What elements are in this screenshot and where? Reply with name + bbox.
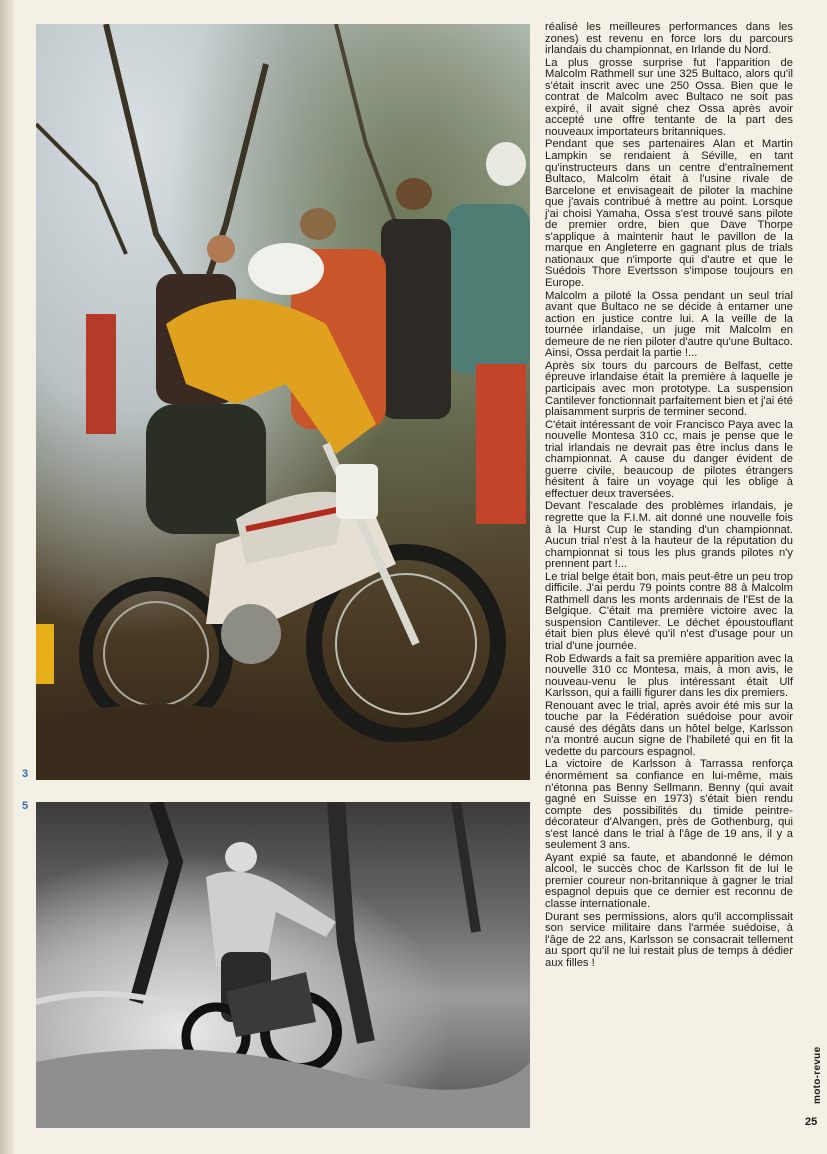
article-paragraph: Renouant avec le trial, après avoir été mis sur la touche par la Fédération suédoise pour avoir causé des dégâts dans un hôtel belge, Karlsson n'a montré aucun signe de l'habileté qui en fit la vedette du parcours espagnol.	[545, 699, 793, 758]
article-paragraph: Pendant que ses partenaires Alan et Martin Lampkin se rendaient à Séville, en tant qu'instructeurs dans un centre d'entraînement Bultaco, Malcolm était à l'usine rivale de Barcelone et envisageait de piloter la machine que j'avais contribué à mettre au point. Lorsque j'ai choisi Yamaha, Ossa s'est trouvé sans pilote de premier ordre, bien que Dave Thorpe s'applique à maintenir haut le pavillon de la marque en Angleterre en gagnant plus de trials nationaux que n'importe qui d'autre et que le Suédois Thore Evertsson s'impose toujours en Europe.	[545, 138, 793, 290]
article-paragraph: Rob Edwards a fait sa première apparition avec la nouvelle 310 cc Montesa, mais, à mon avis, le nouveau-venu le plus intéressant était Ulf Karlsson, qui a failli figurer dans les dix premiers.	[545, 652, 793, 700]
article-paragraph: Après six tours du parcours de Belfast, cette épreuve irlandaise était la première à laquelle je participais avec mon prototype. La suspension Cantilever fonctionnait parfaitement bien et j'ai été plaisamment surpris de terminer second.	[545, 359, 793, 419]
photo-caption-number-bottom: 5	[22, 800, 29, 812]
page-number: 25	[805, 1116, 818, 1128]
trial-rider-bw-photo	[36, 802, 530, 1128]
photo-illustration	[36, 24, 530, 780]
article-paragraph: Le trial belge était bon, mais peut-être un peu trop difficile. J'ai perdu 79 points contre 88 à Malcolm Rathmell dans les monts ardennais de l'Est de la Belgique. C'était ma première victoire avec la suspension Cantilever. Le déchet époustouflant était bien plus élevé qu'il n'est d'usage pour un trial d'une journée.	[545, 570, 793, 652]
article-paragraph: Durant ses permissions, alors qu'il accomplissait son service militaire dans l'armée suédoise, à l'âge de 22 ans, Karlsson se consacrait tellement au sport qu'il ne lui restait plus de temps à dédier aux filles !	[545, 910, 793, 969]
trial-rider-color-photo	[36, 24, 530, 780]
article-paragraph: Malcolm a piloté la Ossa pendant un seul trial avant que Bultaco ne se décide à entamer une action en justice contre lui. A la veille de la tournée irlandaise, un juge mit Malcolm en demeure de ne rien piloter d'autre qu'une Bultaco. Ainsi, Ossa perdait la partie !...	[545, 289, 793, 360]
article-paragraph: La victoire de Karlsson à Tarrassa renforça énormément sa confiance en lui-même, mais n'étonna pas Benny Sellmann. Benny (qui avait gagné en Suisse en 1973) s'était bien rendu compte des possibilités du timide peintre-décorateur d'Alvangen, près de Gothenburg, qui s'est lancé dans le trial à l'âge de 19 ans, il y a seulement 3 ans.	[545, 758, 793, 852]
article-paragraph: Devant l'escalade des problèmes irlandais, je regrette que la F.I.M. ait donné une nouvelle fois à la Hurst Cup le standing d'un championnat. Aucun trial n'est à la hauteur de la réputation du championnat si tous les plus grands pilotes n'y prennent part !...	[545, 500, 793, 571]
page-spine-edge	[0, 0, 14, 1154]
magazine-name: moto-revue	[812, 1046, 823, 1104]
photo-illustration-bw	[36, 802, 530, 1128]
article-paragraph: La plus grosse surprise fut l'apparition de Malcolm Rathmell sur une 325 Bultaco, alors qu'il s'était inscrit avec une 250 Ossa. Bien que le contrat de Malcolm avec Bultaco ne soit pas expiré, il avait signé chez Ossa après avoir accepté une offre tentante de la part des nouveaux importateurs britanniques.	[545, 56, 793, 138]
article-text-column	[545, 22, 793, 970]
article-paragraph: C'était intéressant de voir Francisco Paya avec la nouvelle Montesa 310 cc, mais je pense que le trial irlandais ne devrait pas être inclus dans le championnat. A cause du danger évident de guerre civile, beaucoup de pilotes étrangers hésitent à faire un voyage qui les oblige à effectuer deux traversées.	[545, 418, 793, 500]
article-paragraph: réalisé les meilleures performances dans les zones) est revenu en force lors du parcours irlandais du championnat, en Irlande du Nord.	[545, 21, 793, 57]
article-paragraph: Ayant expié sa faute, et abandonné le démon alcool, le succès choc de Karlsson fit de lui le premier coureur non-britannique à gagner le trial espagnol depuis que ce dernier est reconnu de classe internationale.	[545, 851, 793, 911]
photo-caption-number-top: 3	[22, 768, 29, 780]
